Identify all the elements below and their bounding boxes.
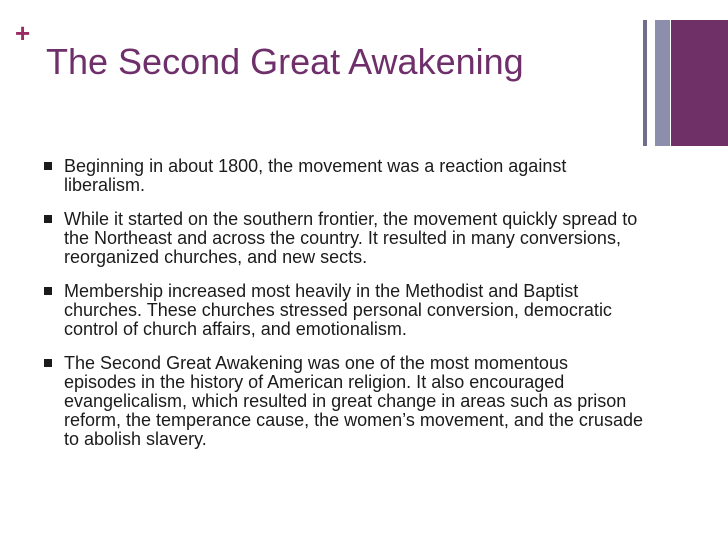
bullet-item <box>44 157 644 195</box>
square-bullet-icon <box>44 287 52 295</box>
bullet-text: Membership increased most heavily in the Methodist and Baptist churches. These churches stressed personal conversion, democratic control of church affairs, and emotionalism. <box>64 281 612 339</box>
plus-icon: + <box>15 18 31 48</box>
bullet-item <box>44 282 644 339</box>
decorative-bar-main <box>671 20 728 146</box>
decorative-bar-thin <box>643 20 647 146</box>
square-bullet-icon <box>44 359 52 367</box>
square-bullet-icon <box>44 162 52 170</box>
bullet-text: While it started on the southern frontier, the movement quickly spread to the Northeast and across the country. It resulted in many conversions, reorganized churches, and new sects. <box>64 209 638 267</box>
bullet-item <box>44 354 644 449</box>
bullet-list <box>44 157 644 464</box>
bullet-text: Beginning in about 1800, the movement was a reaction against liberalism. <box>64 156 567 195</box>
slide-title: The Second Great Awakening <box>46 41 524 82</box>
square-bullet-icon <box>44 215 52 223</box>
bullet-item <box>44 210 644 267</box>
decorative-bar-light <box>655 20 670 146</box>
bullet-text: The Second Great Awakening was one of the most momentous episodes in the history of American religion. It also encouraged evangelicalism, which resulted in great change in areas such as prison reform, the temperance cause, the women’s movement, and the crusade to abolish slavery. <box>64 353 643 449</box>
